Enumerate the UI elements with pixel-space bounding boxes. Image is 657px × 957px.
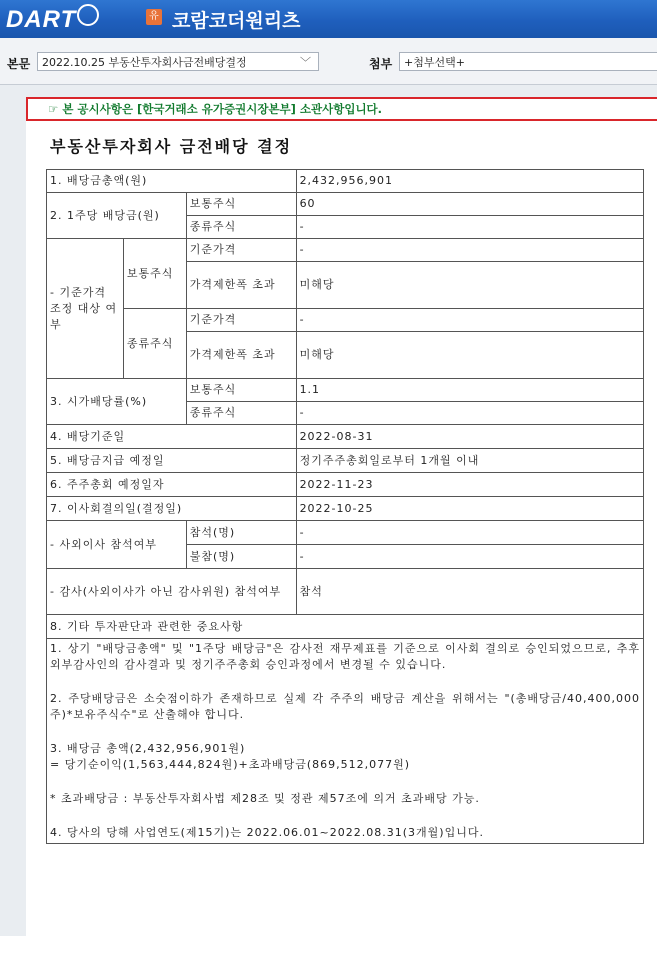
dps-common-label: 보통주식 xyxy=(186,193,296,216)
other-matters-notes xyxy=(47,639,644,844)
base-price-label: 기준가격 xyxy=(186,309,296,332)
note-paragraph: 1. 상기 "배당금총액" 및 "1주당 배당금"은 감사전 재무제표를 기준으로 이사회 결의로 승인되었으므로, 추후 외부감사인의 감사결과 및 정기주주총회 승인과정에서 변경될 수 있습니다. xyxy=(50,642,640,671)
auditor-attend-value: 참석 xyxy=(296,569,643,615)
main-doc-select-value: 2022.10.25 부동산투자회사금전배당결정 xyxy=(42,56,247,69)
table-row xyxy=(47,449,644,473)
agm-date-label: 6. 주주총회 예정일자 xyxy=(47,473,297,497)
total-dividend-value: 2,432,956,901 xyxy=(296,170,643,193)
price-adjust-pref-label: 종류주식 xyxy=(123,309,186,379)
dividend-table xyxy=(46,169,644,844)
logo-text: DART xyxy=(6,6,77,33)
payment-date-value: 정기주주총회일로부터 1개월 이내 xyxy=(296,449,643,473)
globe-icon xyxy=(77,4,99,26)
table-row xyxy=(47,379,644,402)
board-date-label: 7. 이사회결의일(결정일) xyxy=(47,497,297,521)
dps-pref-label: 종류주식 xyxy=(186,216,296,239)
main-doc-label: 본문 xyxy=(7,57,31,71)
spacer xyxy=(50,673,640,691)
attachment-label: 첨부 xyxy=(369,57,393,71)
common-price-limit-value: 미해당 xyxy=(296,262,643,309)
note-paragraph: 4. 당사의 당해 사업연도(제15기)는 2022.06.01~2022.08.31(3개월)입니다. xyxy=(50,826,484,839)
attachment-select-value: +첨부선택+ xyxy=(404,56,465,69)
note-paragraph: * 초과배당금 : 부동산투자회사법 제28조 및 정관 제57조에 의거 초과배당 가능. xyxy=(50,792,480,805)
base-price-label: 기준가격 xyxy=(186,239,296,262)
company-name: 코람코더원리츠 xyxy=(172,10,301,32)
price-limit-label: 가격제한폭 초과 xyxy=(186,262,296,309)
yield-pref-label: 종류주식 xyxy=(186,402,296,425)
price-adjust-common-label: 보통주식 xyxy=(123,239,186,309)
yield-label: 3. 시가배당률(%) xyxy=(47,379,187,425)
dps-label: 2. 1주당 배당금(원) xyxy=(47,193,187,239)
document-page xyxy=(26,97,657,957)
spacer xyxy=(50,723,640,741)
document-title: 부동산투자회사 금전배당 결정 xyxy=(50,137,293,156)
price-limit-label: 가격제한폭 초과 xyxy=(186,332,296,379)
price-adjust-label: - 기준가격 조정 대상 여부 xyxy=(47,239,124,379)
dart-logo[interactable] xyxy=(6,4,99,34)
payment-date-label: 5. 배당금지급 예정일 xyxy=(47,449,297,473)
note-paragraph: 3. 배당금 총액(2,432,956,901원) xyxy=(50,742,246,755)
note-paragraph: 2. 주당배당금은 소숫점이하가 존재하므로 실제 각 주주의 배당금 계산을 위해서는 "(총배당금/40,400,000주)*보유주식수"로 산출해야 합니다. xyxy=(50,692,640,721)
dps-pref-value: - xyxy=(296,216,643,239)
main-doc-select[interactable] xyxy=(37,52,319,71)
yield-common-label: 보통주식 xyxy=(186,379,296,402)
document-viewer[interactable] xyxy=(0,85,657,936)
table-row xyxy=(47,521,644,545)
total-dividend-label: 1. 배당금총액(원) xyxy=(47,170,297,193)
attend-label: 참석(명) xyxy=(186,521,296,545)
table-row xyxy=(47,425,644,449)
note-paragraph: = 당기순이익(1,563,444,824원)+초과배당금(869,512,077원) xyxy=(50,758,411,771)
board-date-value: 2022-10-25 xyxy=(296,497,643,521)
chevron-down-icon: ﹀ xyxy=(300,56,311,69)
spacer xyxy=(50,773,640,791)
table-row xyxy=(47,193,644,216)
table-row xyxy=(47,497,644,521)
table-row xyxy=(47,170,644,193)
absent-label: 불참(명) xyxy=(186,545,296,569)
table-row xyxy=(47,639,644,844)
pref-base-price-value: - xyxy=(296,309,643,332)
dps-common-value: 60 xyxy=(296,193,643,216)
table-row xyxy=(47,569,644,615)
outside-director-label: - 사외이사 참석여부 xyxy=(47,521,187,569)
table-row xyxy=(47,309,644,332)
common-base-price-value: - xyxy=(296,239,643,262)
jurisdiction-notice: ☞ 본 공시사항은 [한국거래소 유가증권시장본부] 소관사항입니다. xyxy=(26,97,657,121)
agm-date-value: 2022-11-23 xyxy=(296,473,643,497)
table-row xyxy=(47,239,644,262)
record-date-value: 2022-08-31 xyxy=(296,425,643,449)
toolbar xyxy=(0,38,657,85)
market-badge: 유 xyxy=(146,9,162,25)
absent-value: - xyxy=(296,545,643,569)
table-row xyxy=(47,615,644,639)
auditor-attend-label: - 감사(사외이사가 아닌 감사위원) 참석여부 xyxy=(47,569,297,615)
pref-price-limit-value: 미해당 xyxy=(296,332,643,379)
yield-common-value: 1.1 xyxy=(296,379,643,402)
other-matters-label: 8. 기타 투자판단과 관련한 중요사항 xyxy=(47,615,644,639)
attachment-select[interactable] xyxy=(399,52,657,71)
spacer xyxy=(50,807,640,825)
attend-value: - xyxy=(296,521,643,545)
app-header xyxy=(0,0,657,38)
table-row xyxy=(47,473,644,497)
yield-pref-value: - xyxy=(296,402,643,425)
record-date-label: 4. 배당기준일 xyxy=(47,425,297,449)
